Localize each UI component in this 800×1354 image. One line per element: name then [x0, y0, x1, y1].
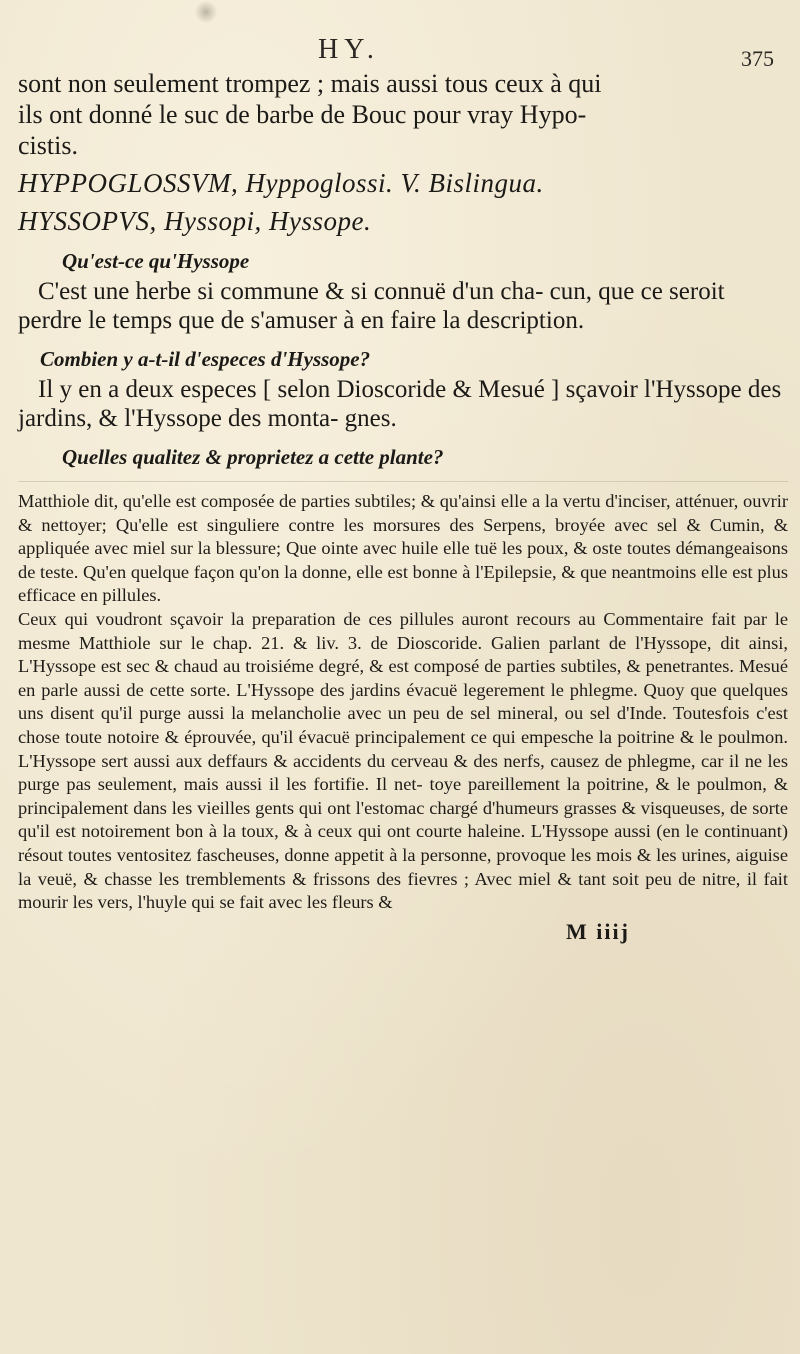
commentary-paragraph-2: Ceux qui voudront sçavoir la preparation de ces pillules auront recours au Commentaire fait par le mesme Matthiole sur le chap. 21. & liv. 3. de Dioscoride. Galien parlant de l'Hyssope, dit ainsi, L'Hyssope est sec & chaud au troisiéme degré, & est composé de parties subtiles, & penetrantes. Mesué en parle aussi de cette sorte. L'Hyssope des jardins évacuë legerement le phlegme. Quoy que quelques uns disent qu'il purge aussi la melancholie avec un peu de sel mineral, ou sel d'Inde. Toutesfois c'est chose toute notoire & éprouvée, qu'il évacuë principalement ce qui empesche la poitrine & le poulmon. L'Hyssope sert aussi aux deffaurs & accidents du cerveau & des nerfs, causez de phlegme, car il ne les purge pas seulement, mais aussi il les fortifie. Il net- toye pareillement la poitrine, & le poulmon, & principalement dans les vieilles gents qui ont l'estomac chargé d'humeurs grasses & visqueuses, de sorte qu'il est notoirement bon à la toux, & à ceux qui ont courte haleine. L'Hyssope aussi (en le continuant) résout toutes ventositez fascheuses, donne appetit à la personne, provoque les mois & les urines, aiguise la veuë, & chasse les tremblements & frissons des fievres ; Avec miel & tant soit peu de nitre, il fait mourir les vers, l'huyle qui se fait avec les fleurs &	[18, 608, 788, 913]
ink-stain	[195, 0, 217, 24]
page-header	[18, 34, 788, 71]
entry-title-hyppoglossum: HYPPOGLOSSVM, Hyppoglossi. V. Bislingua.	[18, 168, 544, 198]
question-what-is-hyssop: Qu'est-ce qu'Hyssope	[62, 249, 250, 273]
entry-title-hyssopus: HYSSOPVS, Hyssopi, Hyssope.	[18, 206, 372, 236]
intro-line-3: cistis.	[18, 131, 78, 160]
commentary-paragraph-1: Matthiole dit, qu'elle est composée de parties subtiles; & qu'ainsi elle a la vertu d'inciser, atténuer, ouvrir & nettoyer; Qu'elle est singuliere contre les morsures des Serpens, broyée avec sel & Cumin, & appliquée avec miel sur la blessure; Que ointe avec huile elle tuë les poux, & oste toutes démangeaisons de teste. Qu'en quelque façon qu'on la donne, elle est bonne à l'Epilepsie, & que neantmoins elle est plus efficace en pillules.	[18, 491, 788, 606]
question-qualities-properties: Quelles qualitez & proprietez a cette plante?	[62, 445, 444, 469]
signature-mark: M iiij	[566, 918, 630, 944]
running-head: HY.	[318, 34, 380, 65]
page-number: 375	[741, 46, 774, 71]
document-page	[18, 34, 788, 945]
answer-what-is-hyssop: C'est une herbe si commune & si connuë d'un cha- cun, que ce seroit perdre le temps que de s'amuser à en faire la description.	[18, 278, 725, 334]
question-how-many-species: Combien y a-t-il d'especes d'Hyssope?	[40, 347, 371, 371]
section-divider	[18, 481, 788, 482]
intro-line-2: ils ont donné le suc de barbe de Bouc pour vray Hypo-	[18, 100, 587, 129]
intro-line-1: sont non seulement trompez ; mais aussi tous ceux à qui	[18, 69, 602, 98]
answer-how-many-species: Il y en a deux especes [ selon Dioscoride & Mesué ] sçavoir l'Hyssope des jardins, & l'Hyssope des monta- gnes.	[18, 376, 782, 432]
